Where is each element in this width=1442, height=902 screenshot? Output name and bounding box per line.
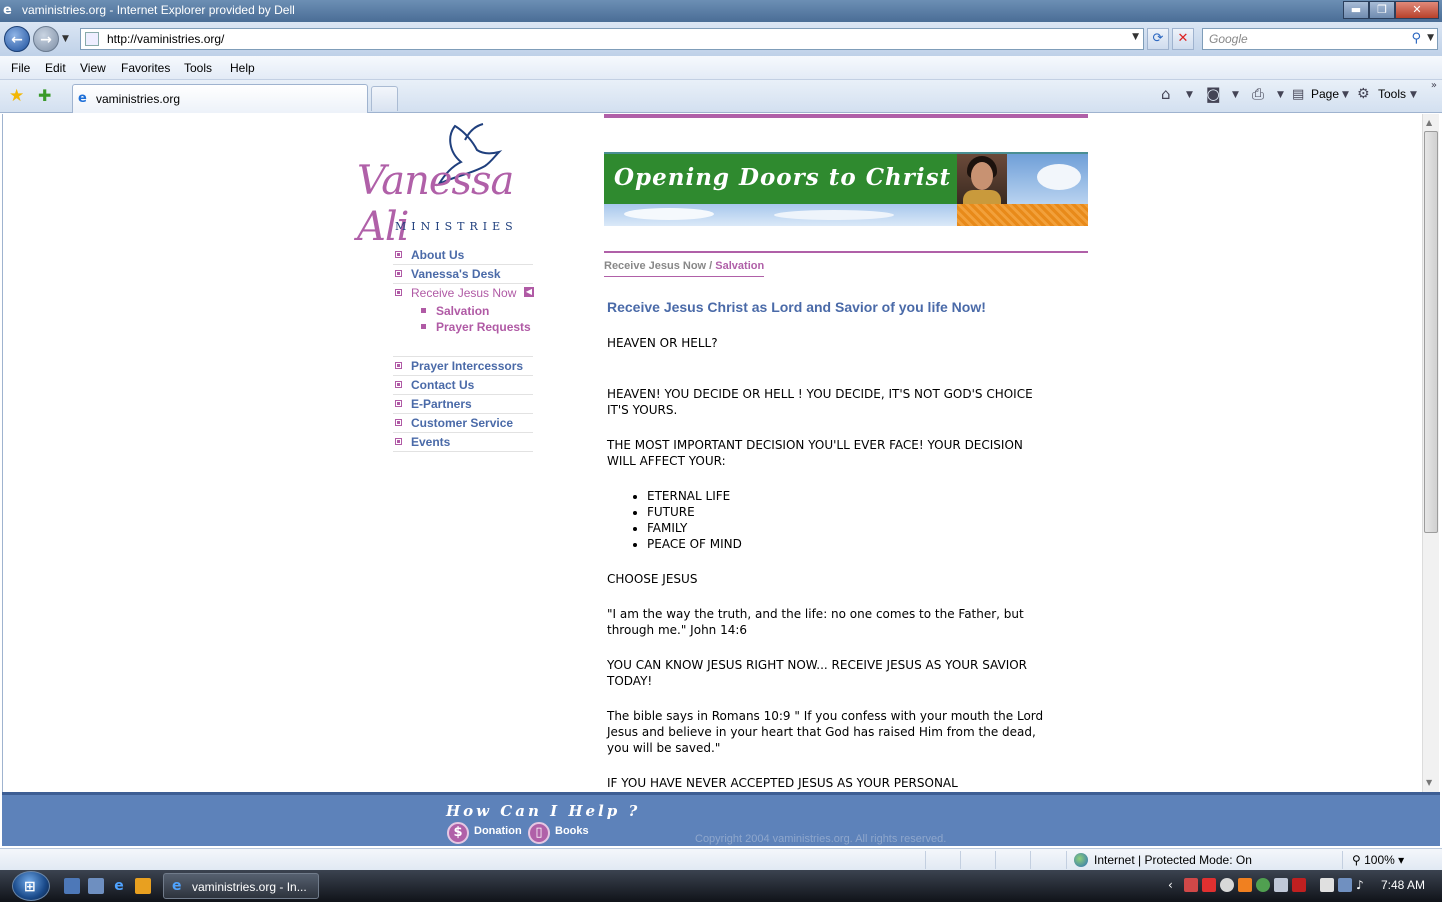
- menu-tools[interactable]: Tools: [184, 61, 213, 75]
- bullet-icon: [395, 289, 402, 296]
- nav-label[interactable]: Prayer Intercessors: [411, 359, 524, 373]
- add-favorites-icon[interactable]: ✚: [38, 86, 52, 105]
- page-icon: [85, 32, 99, 46]
- nav-label[interactable]: Events: [411, 435, 451, 449]
- tray-app-icon[interactable]: [1256, 878, 1270, 892]
- current-arrow-icon: ◀: [525, 287, 533, 296]
- address-bar[interactable]: [80, 28, 1144, 50]
- menu-edit[interactable]: Edit: [45, 61, 66, 75]
- page-menu-button[interactable]: Page: [1311, 87, 1340, 101]
- ie-logo-icon: e: [3, 3, 12, 18]
- tray-app-icon[interactable]: [1320, 878, 1334, 892]
- media-player-icon[interactable]: [135, 878, 151, 894]
- start-button[interactable]: [12, 871, 50, 901]
- article-paragraph: HEAVEN! YOU DECIDE OR HELL ! YOU DECIDE, IT'S NOT GOD'S CHOICE IT'S YOURS.: [607, 387, 1033, 417]
- menu-file[interactable]: File: [11, 61, 31, 75]
- tray-expand-icon[interactable]: ‹: [1168, 878, 1173, 892]
- stop-button[interactable]: ✕: [1172, 28, 1194, 50]
- donation-label[interactable]: Donation: [474, 825, 522, 837]
- nav-prayer-intercessors[interactable]: [393, 357, 533, 376]
- taskbar: [0, 870, 1442, 902]
- portrait-photo: [957, 154, 1007, 204]
- print-dropdown-icon[interactable]: ▼: [1277, 90, 1284, 100]
- windows-logo-icon: ⊞: [24, 879, 36, 895]
- tools-menu-button[interactable]: Tools: [1378, 87, 1407, 101]
- bullet-icon: [395, 381, 402, 388]
- switch-windows-icon[interactable]: [88, 878, 104, 894]
- portrait-face: [971, 162, 993, 190]
- favorites-center-icon[interactable]: ★: [9, 86, 25, 106]
- nav-e-partners[interactable]: [393, 395, 533, 414]
- list-item: • FAMILY: [647, 520, 1047, 536]
- refresh-button[interactable]: ⟳: [1147, 28, 1169, 50]
- search-icon[interactable]: ⚲: [1411, 31, 1421, 46]
- zoom-level[interactable]: ⚲ 100% ▾: [1352, 853, 1405, 867]
- nav-about-us[interactable]: [393, 246, 533, 265]
- recent-pages-dropdown-icon[interactable]: ▼: [62, 34, 69, 44]
- volume-icon[interactable]: ♪: [1356, 878, 1364, 892]
- tools-dropdown-icon[interactable]: ▼: [1410, 90, 1417, 100]
- article-list: [647, 488, 1047, 552]
- books-label[interactable]: Books: [555, 825, 589, 837]
- scrollbar-thumb[interactable]: [1424, 131, 1438, 533]
- sub-bullet-icon: [421, 308, 426, 313]
- chevron-more-icon[interactable]: »: [1430, 80, 1437, 91]
- globe-icon: [1074, 853, 1088, 867]
- article-paragraph: CHOOSE JESUS: [607, 572, 698, 586]
- banner-sky-strip: [604, 204, 957, 226]
- maximize-button[interactable]: ❐: [1369, 1, 1395, 19]
- side-navigation: [393, 246, 533, 452]
- nav-receive-jesus-now[interactable]: [393, 284, 533, 303]
- status-bar: [0, 848, 1442, 870]
- forward-button[interactable]: →: [33, 26, 59, 52]
- menu-favorites[interactable]: Favorites: [121, 61, 171, 75]
- status-divider: [1342, 851, 1343, 869]
- show-desktop-icon[interactable]: [64, 878, 80, 894]
- site-footer: [2, 792, 1440, 846]
- nav-contact-us[interactable]: [393, 376, 533, 395]
- article-paragraph: "I am the way the truth, and the life: no one comes to the Father, but through me." John 14:6: [607, 607, 1024, 637]
- home-dropdown-icon[interactable]: ▼: [1186, 90, 1193, 100]
- status-divider: [960, 851, 961, 869]
- tab-label: vaministries.org: [96, 92, 181, 106]
- window-controls: [1343, 1, 1439, 19]
- nav-label[interactable]: Vanessa's Desk: [411, 267, 501, 281]
- gear-icon[interactable]: ⚙: [1357, 86, 1370, 102]
- ie-tab-icon: e: [78, 91, 87, 106]
- task-label: vaministries.org - In...: [192, 880, 307, 894]
- scroll-up-icon[interactable]: ▲: [1426, 118, 1433, 127]
- minimize-button[interactable]: ▬: [1343, 1, 1369, 19]
- nav-divider: [393, 335, 533, 357]
- status-divider: [925, 851, 926, 869]
- bullet-icon: [395, 400, 402, 407]
- menu-help[interactable]: Help: [230, 61, 255, 75]
- breadcrumb-parent-link[interactable]: Receive Jesus Now /: [604, 260, 713, 272]
- site-logo[interactable]: [353, 122, 553, 250]
- new-tab-button[interactable]: [371, 86, 398, 111]
- search-options-dropdown-icon[interactable]: ▼: [1427, 33, 1434, 43]
- article-paragraph: HEAVEN OR HELL?: [607, 336, 718, 350]
- scroll-down-icon[interactable]: ▼: [1426, 778, 1433, 787]
- breadcrumb: [604, 260, 764, 277]
- menu-bar: [0, 56, 1442, 80]
- top-accent-line: [604, 114, 1088, 118]
- nav-events[interactable]: [393, 433, 533, 452]
- window-title: vaministries.org - Internet Explorer provided by Dell: [22, 3, 295, 17]
- security-zone-text[interactable]: Internet | Protected Mode: On: [1094, 853, 1252, 867]
- copyright-text: Copyright 2004 vaministries.org. All rights reserved.: [695, 833, 947, 845]
- nav-sub-prayer-requests[interactable]: [393, 319, 533, 335]
- list-item: • PEACE OF MIND: [647, 536, 1047, 552]
- article-paragraph: The bible says in Romans 10:9 " If you confess with your mouth the Lord Jesus and believe in your heart that God has raised Him from the dead, you will be saved.": [607, 709, 1044, 755]
- nav-label[interactable]: Contact Us: [411, 378, 475, 392]
- nav-sub-label[interactable]: Prayer Requests: [436, 320, 531, 334]
- bullet-icon: [395, 251, 402, 258]
- home-icon[interactable]: ⌂: [1161, 85, 1171, 103]
- nav-vanessas-desk[interactable]: [393, 265, 533, 284]
- header-banner: [604, 152, 1088, 226]
- search-input[interactable]: Google: [1209, 32, 1248, 46]
- tab-bar: [0, 80, 1442, 113]
- nav-sub-salvation[interactable]: [393, 303, 533, 319]
- tray-app-icon[interactable]: [1238, 878, 1252, 892]
- portrait-shirt: [963, 190, 1001, 204]
- page-viewport: [2, 114, 1422, 792]
- tray-app-icon[interactable]: [1274, 878, 1288, 892]
- tab-active[interactable]: [72, 84, 368, 113]
- bullet-icon: [395, 438, 402, 445]
- dollar-icon: $: [447, 822, 469, 844]
- nav-sub-label[interactable]: Salvation: [436, 304, 490, 318]
- article-heading: Receive Jesus Christ as Lord and Savior of you life Now!: [607, 299, 986, 315]
- list-item: • ETERNAL LIFE: [647, 488, 1047, 504]
- sub-bullet-icon: [421, 324, 426, 329]
- clock[interactable]: 7:48 AM: [1381, 878, 1426, 892]
- network-icon[interactable]: [1338, 878, 1352, 892]
- article-paragraph: IF YOU HAVE NEVER ACCEPTED JESUS AS YOUR PERSONAL: [607, 776, 958, 790]
- logo-name: Vanessa Ali: [357, 158, 514, 250]
- status-divider: [1030, 851, 1031, 869]
- banner-clouds: [1007, 154, 1088, 204]
- back-button[interactable]: ←: [4, 26, 30, 52]
- tray-app-icon[interactable]: [1220, 878, 1234, 892]
- article-content: [607, 298, 1047, 792]
- book-icon: ▯: [528, 822, 550, 844]
- page-icon[interactable]: ▤: [1292, 87, 1305, 102]
- bullet-icon: [395, 419, 402, 426]
- taskbar-ie-window[interactable]: [163, 873, 319, 899]
- article-paragraph: YOU CAN KNOW JESUS RIGHT NOW... RECEIVE JESUS AS YOUR SAVIOR TODAY!: [607, 658, 1028, 688]
- footer-how-can-i-help: How Can I Help ?: [446, 802, 641, 820]
- feeds-icon[interactable]: ◙: [1206, 85, 1221, 103]
- address-input[interactable]: http://vaministries.org/: [107, 32, 225, 46]
- list-item: • FUTURE: [647, 504, 1047, 520]
- close-button[interactable]: ✕: [1395, 1, 1439, 19]
- nav-customer-service[interactable]: [393, 414, 533, 433]
- address-dropdown-icon[interactable]: ▼: [1132, 32, 1139, 42]
- tray-app-icon[interactable]: [1202, 878, 1216, 892]
- print-icon[interactable]: ⎙: [1252, 85, 1265, 103]
- bullet-icon: [395, 270, 402, 277]
- title-bar: [0, 0, 1442, 22]
- banner-orange-texture: [957, 204, 1088, 226]
- nav-label[interactable]: Customer Service: [411, 416, 514, 430]
- breadcrumb-current: Salvation: [715, 260, 765, 272]
- article-paragraph: THE MOST IMPORTANT DECISION YOU'LL EVER FACE! YOUR DECISION WILL AFFECT YOUR:: [607, 438, 1023, 468]
- feeds-dropdown-icon[interactable]: ▼: [1232, 90, 1239, 100]
- tray-app-icon[interactable]: [1292, 878, 1306, 892]
- ie-quicklaunch-icon[interactable]: e: [114, 878, 124, 894]
- nav-label[interactable]: E-Partners: [411, 397, 472, 411]
- ie-task-icon: e: [172, 878, 182, 894]
- page-dropdown-icon[interactable]: ▼: [1342, 90, 1349, 100]
- nav-label[interactable]: Receive Jesus Now: [411, 286, 517, 300]
- status-divider: [1066, 851, 1067, 869]
- search-box[interactable]: [1202, 28, 1438, 50]
- status-divider: [995, 851, 996, 869]
- menu-view[interactable]: View: [80, 61, 106, 75]
- address-toolbar: [0, 22, 1442, 56]
- section-divider: [604, 251, 1088, 253]
- logo-ministries: MINISTRIES: [395, 220, 518, 233]
- tray-app-icon[interactable]: [1184, 878, 1198, 892]
- bullet-icon: [395, 362, 402, 369]
- zoom-value: 100%: [1364, 853, 1395, 867]
- banner-title: Opening Doors to Christ: [614, 164, 952, 191]
- vertical-scrollbar[interactable]: [1422, 114, 1439, 792]
- nav-label[interactable]: About Us: [411, 248, 465, 262]
